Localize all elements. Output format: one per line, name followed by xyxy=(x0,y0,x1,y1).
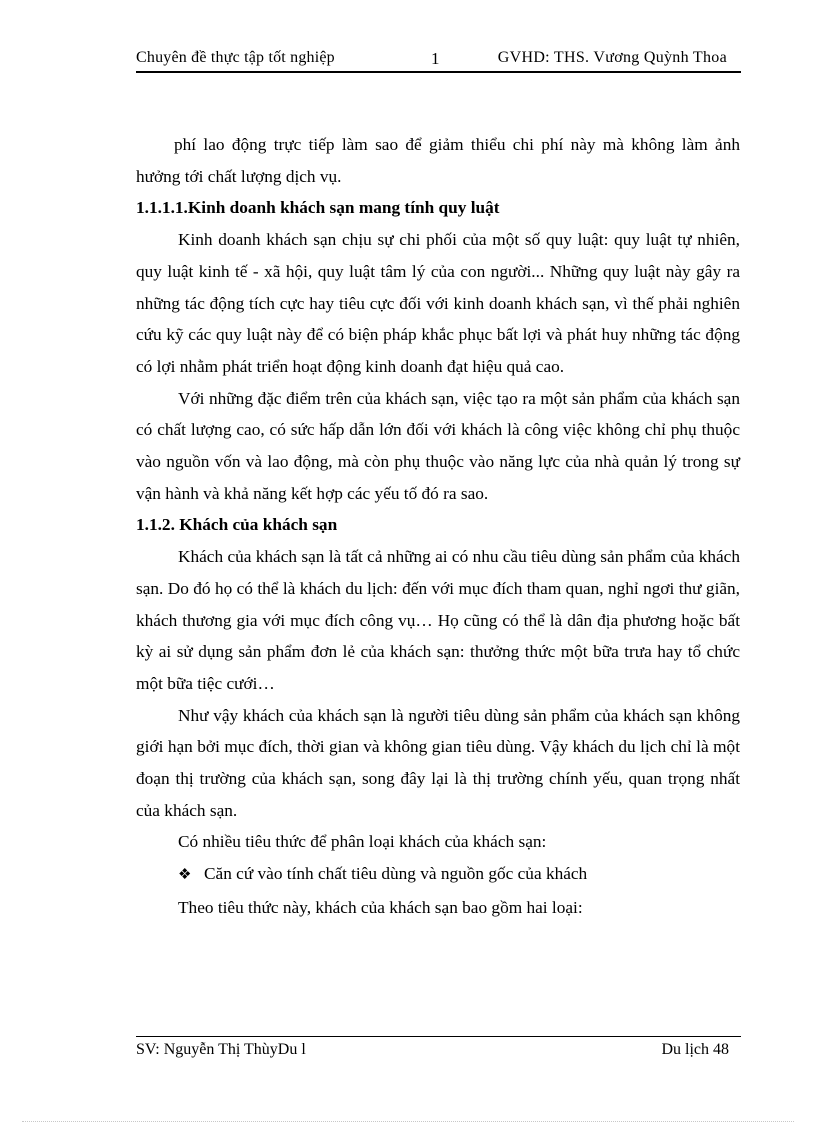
header-title: Chuyên đề thực tập tốt nghiệp xyxy=(136,49,335,66)
footer-student: SV: Nguyễn Thị ThùyDu l xyxy=(136,1041,306,1058)
diamond-bullet-icon: ❖ xyxy=(178,867,192,884)
page-edge-divider xyxy=(22,1121,794,1122)
paragraph-continuation: phí lao động trực tiếp làm sao để giảm thiểu chi phí này mà không làm ảnh hưởng tới chất lượng dịch vụ. xyxy=(136,135,740,186)
section-heading-1-1-1-1: 1.1.1.1.Kinh doanh khách sạn mang tính quy luật xyxy=(136,198,500,218)
paragraph-two-types: Theo tiêu thức này, khách của khách sạn bao gồm hai loại: xyxy=(178,897,583,917)
bullet-item xyxy=(136,858,740,892)
paragraph-guest-definition: Như vậy khách của khách sạn là người tiêu dùng sản phẩm của khách sạn không giới hạn bởi mục đích, thời gian và không gian tiêu dùng. Vậy khách du lịch chỉ là một đoạn thị trường của khách sạn, song đây lại là thị trường chính yếu, quan trọng nhất của khách sạn. xyxy=(136,705,740,820)
paragraph-hotel-guests: Khách của khách sạn là tất cả những ai có nhu cầu tiêu dùng sản phẩm của khách sạn. Do đó họ có thể là khách du lịch: đến với mục đích tham quan, nghỉ ngơi thư giãn, khách thương gia với mục đích công vụ… Họ cũng có thể là dân địa phương hoặc bất kỳ ai sử dụng sản phẩm đơn lẻ của khách sạn: thưởng thức một bữa trưa hay tổ chức một bữa tiệc cưới… xyxy=(136,547,740,693)
footer-class: Du lịch 48 xyxy=(661,1041,729,1058)
page-number: 1 xyxy=(431,49,440,68)
document-body xyxy=(136,129,740,924)
section-heading-1-1-2: 1.1.2. Khách của khách sạn xyxy=(136,515,338,535)
paragraph-regularity: Kinh doanh khách sạn chịu sự chi phối của một số quy luật: quy luật tự nhiên, quy luật kinh tế - xã hội, quy luật tâm lý của con người... Những quy luật này gây ra những tác động tích cực hay tiêu cực đối với kinh doanh khách sạn, vì thế phải nghiên cứu kỹ các quy luật này để có biện pháp khắc phục bất lợi và phát huy những tác động có lợi nhằm phát triển hoạt động kinh doanh đạt hiệu quả cao. xyxy=(136,230,740,376)
header-supervisor: GVHD: THS. Vương Quỳnh Thoa xyxy=(497,49,727,66)
paragraph-classification: Có nhiều tiêu thức để phân loại khách của khách sạn: xyxy=(178,832,547,852)
paragraph-product-quality: Với những đặc điểm trên của khách sạn, việc tạo ra một sản phẩm của khách sạn có chất lượng cao, có sức hấp dẫn lớn đối với khách là công việc không chỉ phụ thuộc vào nguồn vốn và lao động, mà còn phụ thuộc vào năng lực của nhà quản lý trong sự vận hành và khả năng kết hợp các yếu tố đó ra sao. xyxy=(136,388,740,503)
bullet-text: Căn cứ vào tính chất tiêu dùng và nguồn gốc của khách xyxy=(204,864,588,884)
page-header xyxy=(136,47,741,73)
page-footer xyxy=(136,1036,741,1058)
